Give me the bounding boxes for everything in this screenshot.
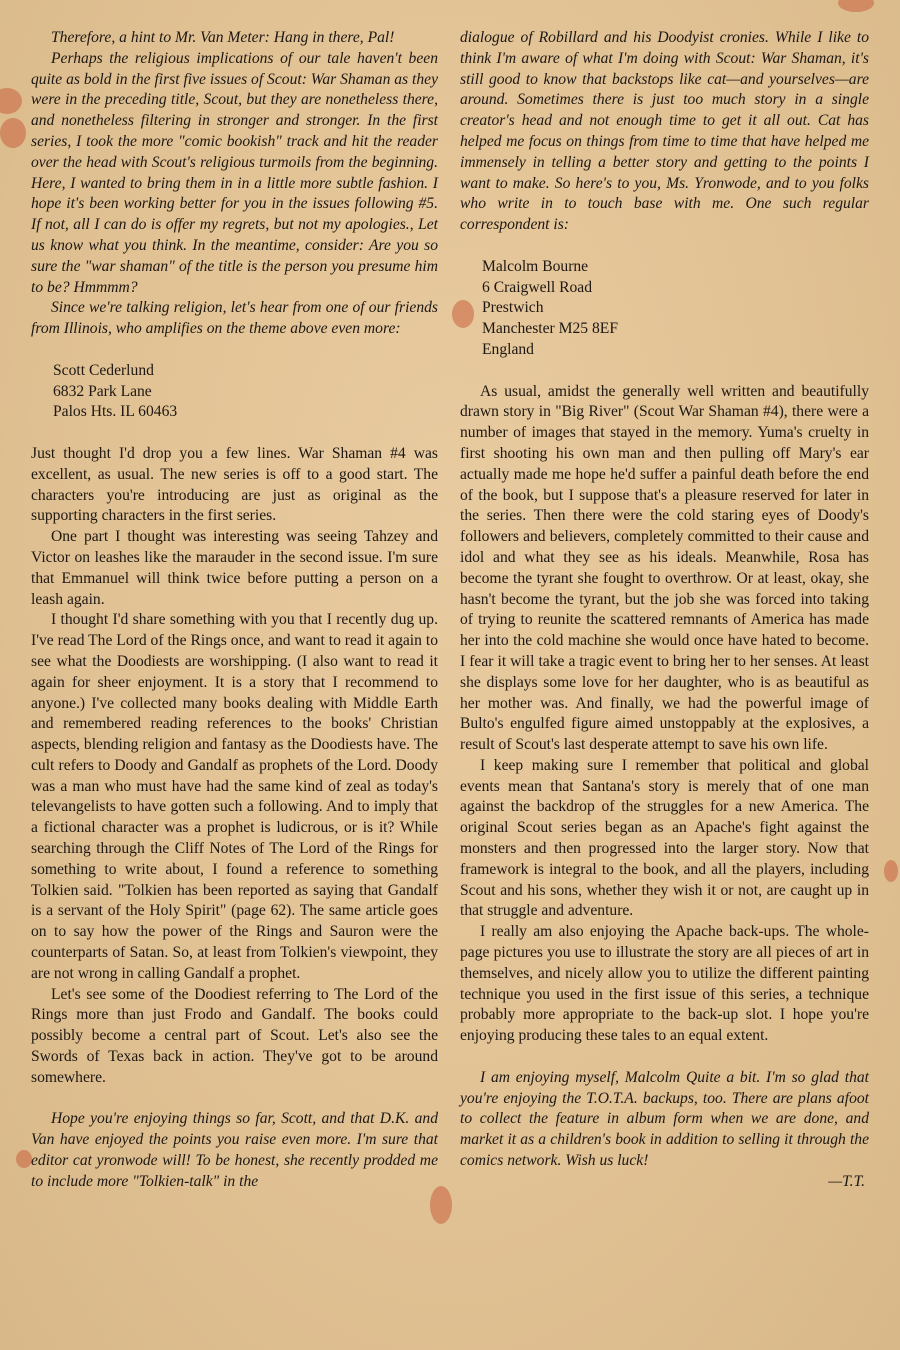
correspondent-address <box>53 361 438 423</box>
address-street: 6 Craigwell Road <box>482 278 593 296</box>
editor-reply: Hope you're enjoying things so far, Scott, and that D.K. and Van have enjoyed the points you raise even more. I'm sure that editor cat yronwode will! To be honest, she recently prodded me to include more "Tolkien-talk" in the <box>31 1110 438 1190</box>
editor-reply: I am enjoying myself, Malcolm Quite a bit. I'm so glad that you're enjoying the T.O.T.A. backups, too. There are plans afoot to collect the feature in album form when we are done, and market it as a children's book in addition to selling it through the comics network. Wish us luck! <box>460 1068 869 1170</box>
editor-intro: Perhaps the religious implications of our tale haven't been quite as bold in the first five issues of Scout: War Shaman as they were in the preceding title, Scout, but they are nonetheless there, and nonetheless filtering in stronger and stronger. In the first series, I took the more "comic bookish" track and hit the reader over the head with Scout's religious turmoils from the beginning. Here, I wanted to bring them in in a little more subtle fashion. I hope it's been working better for you in the issues following #5. If not, all I can do is offer my regrets, but not my apologies., Let us know what you think. In the meantime, consider: Are you so sure the "war shaman" of the title is the person you presume him to be? Hmmmm? <box>31 49 438 296</box>
ink-stain <box>884 860 898 882</box>
ink-stain <box>0 118 26 148</box>
letter-paragraph: Just thought I'd drop you a few lines. War Shaman #4 was excellent, as usual. The new series is off to a good start. The characters you're introducing are just as original as the supporting characters in the first series. <box>31 444 438 525</box>
ink-stain <box>16 1150 32 1168</box>
signature: —T.T. <box>828 1172 865 1190</box>
editor-reply: dialogue of Robillard and his Doodyist cronies. While I like to think I'm aware of what I'm doing with Scout: War Shaman, it's still good to know that backstops like cat—and yourselves—are around. Sometimes there is just too much story in a single creator's head and not enough time to get it all out. Cat has helped me focus on things from time to time that have helped me immensely in telling a better story and getting to the points I want to make. So here's to you, Ms. Yronwode, and to you folks who write in to touch base with me. One such regular correspondent is: <box>460 29 869 234</box>
address-name: Malcolm Bourne <box>482 257 589 275</box>
ink-stain <box>838 0 874 12</box>
letter-paragraph: One part I thought was interesting was seeing Tahzey and Victor on leashes like the marauder in the second issue. I'm sure that Emmanuel will think twice before putting a person on a leash again. <box>31 528 438 608</box>
letter-paragraph: I keep making sure I remember that political and global events mean that Santana's story is merely that of one man against the backdrop of the struggles for a new America. The original Scout series began as an Apache's fight against the monsters and then progressed into the larger story. Now that framework is integral to the book, and all the players, including Scout and his sons, whether they wish it or not, are caught up in that struggle and adventure. <box>460 756 869 920</box>
address-country: England <box>482 340 534 358</box>
address-city: Manchester M25 8EF <box>482 320 618 338</box>
left-column <box>31 28 438 1193</box>
editor-intro: Since we're talking religion, let's hear from one of our friends from Illinois, who amplifies on the theme above even more: <box>31 299 438 338</box>
address-name: Scott Cederlund <box>53 361 154 379</box>
letter-paragraph: As usual, amidst the generally well written and beautifully drawn story in "Big River" (Scout War Shaman #4), there were a number of images that stayed in the memory. Yuma's cruelty in first shooting his own man and then pulling off Mary's ear actually made me hope he'd suffer a painful death before the end of the book, but I suppose that's a pleasure reserved for later in the series. Then there were the cold staring eyes of Doody's followers and believers, completely committed to their cause and idol and what they see as his ideals. Meanwhile, Rosa has become the tyrant she fought to overthrow. Or at least, okay, she hasn't become the tyrant, but the job she was forced into taking of trying to reunite the scattered remnants of America has made her into the cold machine she would once have hated to become. I fear it will take a tragic event to bring her to her senses. At least she displays some love for her daughter, who is as beautiful as her mother was. And finally, we had the powerful image of Bulto's engulfed figure aimed unstoppably at the explosives, a result of Scout's last desperate attempt to save his own life. <box>460 382 869 754</box>
correspondent-address <box>482 257 869 361</box>
letter-paragraph: I thought I'd share something with you that I recently dug up. I've read The Lord of the Rings once, and want to read it again to see what the Doodiests are worshipping. (I also want to read it again for sheer enjoyment. It is a story that I recommend to anyone.) I've collected many books dealing with Middle Earth and remembered reading references to the books' Christian aspects, blending religion and fantasy as the Doodiests have. The cult refers to Doody and Gandalf as prophets of the Lord. Doody was a man who must have had the same kind of zeal as today's televangelists to have gotten such a following. And to imply that a fictional character was a prophet is ludicrous, or is it? While searching through the Cliff Notes of The Lord of the Rings for something to write about, I found a reference to something Tolkien said. "Tolkien has been reported as saying that Gandalf is a servant of the Holy Spirit" (page 62). The same article goes on to say how the power of the Rings and Sauron were the counterparts of Satan. So, at least from Tolkien's viewpoint, they are not wrong in calling Gandalf a prophet. <box>31 611 438 982</box>
address-city: Palos Hts. IL 60463 <box>53 403 178 421</box>
letter-paragraph: I really am also enjoying the Apache back-ups. The whole-page pictures you use to illustrate the story are all pieces of art in themselves, and nicely allow you to utilize the different painting technique you used in the first issue of this series, a technique probably more appropriate to the back-up slot. I hope you're enjoying producing these tales to an equal extent. <box>460 923 869 1045</box>
ink-stain <box>0 88 22 114</box>
right-column <box>460 28 869 1193</box>
address-town: Prestwich <box>482 299 544 317</box>
address-street: 6832 Park Lane <box>53 382 152 400</box>
letter-paragraph: Let's see some of the Doodiest referring to The Lord of the Rings more than just Frodo and Gandalf. The books could possibly become a central part of Scout. Let's also see the Swords of Texas back in action. They've got to be around somewhere. <box>31 985 438 1086</box>
editor-intro: Therefore, a hint to Mr. Van Meter: Hang in there, Pal! <box>51 29 395 46</box>
